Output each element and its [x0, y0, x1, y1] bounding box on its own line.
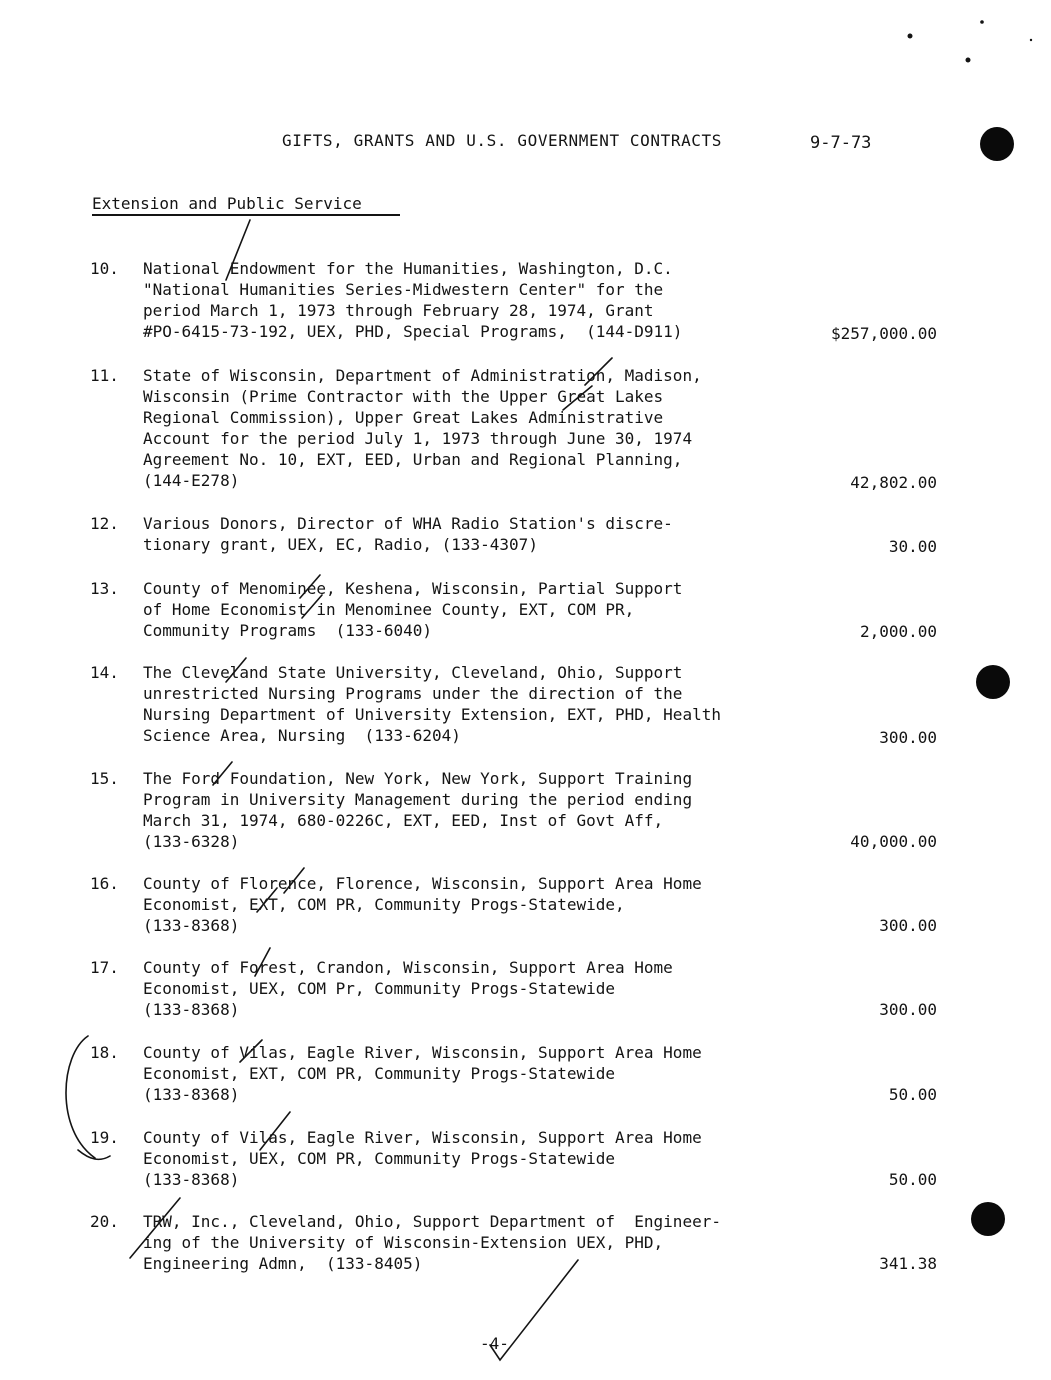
entry-amount: $257,000.00 [831, 324, 937, 343]
check-mark [302, 595, 322, 618]
entry-text: County of Florence, Florence, Wisconsin, Support Area Home Economist, EXT, COM PR, Community Progs-Statewide, (133-8368) [143, 874, 702, 935]
check-mark [130, 1198, 180, 1258]
check-mark [490, 1260, 578, 1360]
entry-amount: 50.00 [888, 1085, 937, 1104]
entry-text: National Endowment for the Humanities, Washington, D.C. "National Humanities Series-Midwestern Center" for the period March 1, 1973 through February 28, 1974, Grant #PO-6415-73-192, UEX, PHD, Special Programs, (144-D911) [143, 259, 683, 341]
check-mark [300, 575, 320, 598]
entry-number: 15. [90, 769, 119, 788]
check-mark [284, 868, 304, 893]
entry-text: County of Menominee, Keshena, Wisconsin, Partial Support of Home Economist in Menominee County, EXT, COM PR, Community Programs (133-6040) [143, 579, 683, 640]
check-mark [255, 948, 270, 976]
entry-text: State of Wisconsin, Department of Administration, Madison, Wisconsin (Prime Contractor with the Upper Great Lakes Regional Commission), Upper Great Lakes Administrative Account for the period July 1, 1973 through June 30, 1974 Agreement No. 10, EXT, EED, Urban and Regional Planning, (144-E278) [143, 366, 702, 490]
page-number: -4- [480, 1334, 509, 1353]
entry-amount: 42,802.00 [850, 473, 937, 492]
entry-amount: 40,000.00 [850, 832, 937, 851]
entry-number: 11. [90, 366, 119, 385]
check-mark [585, 358, 612, 385]
entry-number: 19. [90, 1128, 119, 1147]
check-mark [213, 762, 232, 785]
entry-number: 13. [90, 579, 119, 598]
entry-amount: 341.38 [879, 1254, 937, 1273]
entry-number: 12. [90, 514, 119, 533]
document-date: 9-7-73 [810, 133, 872, 153]
entry-amount: 2,000.00 [859, 622, 937, 641]
entry-text: The Ford Foundation, New York, New York, Support Training Program in University Management during the period ending March 31, 1974, 680-0226C, EXT, EED, Inst of Govt Aff, (133-6328) [143, 769, 693, 851]
bracket-mark [66, 1036, 110, 1159]
section-title: Extension and Public Service [92, 194, 400, 216]
entry-number: 14. [90, 663, 119, 682]
entry-text: County of Vilas, Eagle River, Wisconsin, Support Area Home Economist, EXT, COM PR, Community Progs-Statewide (133-8368) [143, 1043, 702, 1104]
check-mark [240, 1040, 262, 1062]
entry-number: 17. [90, 958, 119, 977]
check-mark [226, 220, 250, 280]
entry-number: 16. [90, 874, 119, 893]
entry-amount: 30.00 [888, 537, 937, 556]
check-mark [260, 1112, 290, 1150]
entry-amount: 50.00 [888, 1170, 937, 1189]
ink-speck [966, 58, 971, 63]
entry-amount: 300.00 [879, 1000, 937, 1019]
entry-number: 10. [90, 259, 119, 278]
entry-text: Various Donors, Director of WHA Radio Station's discre- tionary grant, UEX, EC, Radio, (133-4307) [143, 514, 673, 554]
entry-text: The Cleveland State University, Cleveland, Ohio, Support unrestricted Nursing Programs under the direction of the Nursing Department of University Extension, EXT, PHD, Health Science Area, Nursing (133-6204) [143, 663, 721, 745]
entry-number: 20. [90, 1212, 119, 1231]
check-mark [257, 888, 277, 912]
entry-number: 18. [90, 1043, 119, 1062]
entry-text: County of Forest, Crandon, Wisconsin, Support Area Home Economist, UEX, COM Pr, Community Progs-Statewide (133-8368) [143, 958, 673, 1019]
entry-text: County of Vilas, Eagle River, Wisconsin, Support Area Home Economist, UEX, COM PR, Community Progs-Statewide (133-8368) [143, 1128, 702, 1189]
check-mark [563, 386, 592, 410]
entry-amount: 300.00 [879, 728, 937, 747]
ink-speck [1030, 39, 1032, 41]
check-mark [226, 658, 246, 682]
document-title: GIFTS, GRANTS AND U.S. GOVERNMENT CONTRACTS [282, 131, 723, 150]
entry-amount: 300.00 [879, 916, 937, 935]
ink-speck [908, 34, 913, 39]
entry-text: TRW, Inc., Cleveland, Ohio, Support Department of Engineer- ing of the University of Wisconsin-Extension UEX, PHD, Engineering Admn, (133-8405) [143, 1212, 721, 1273]
ink-speck [980, 20, 984, 24]
